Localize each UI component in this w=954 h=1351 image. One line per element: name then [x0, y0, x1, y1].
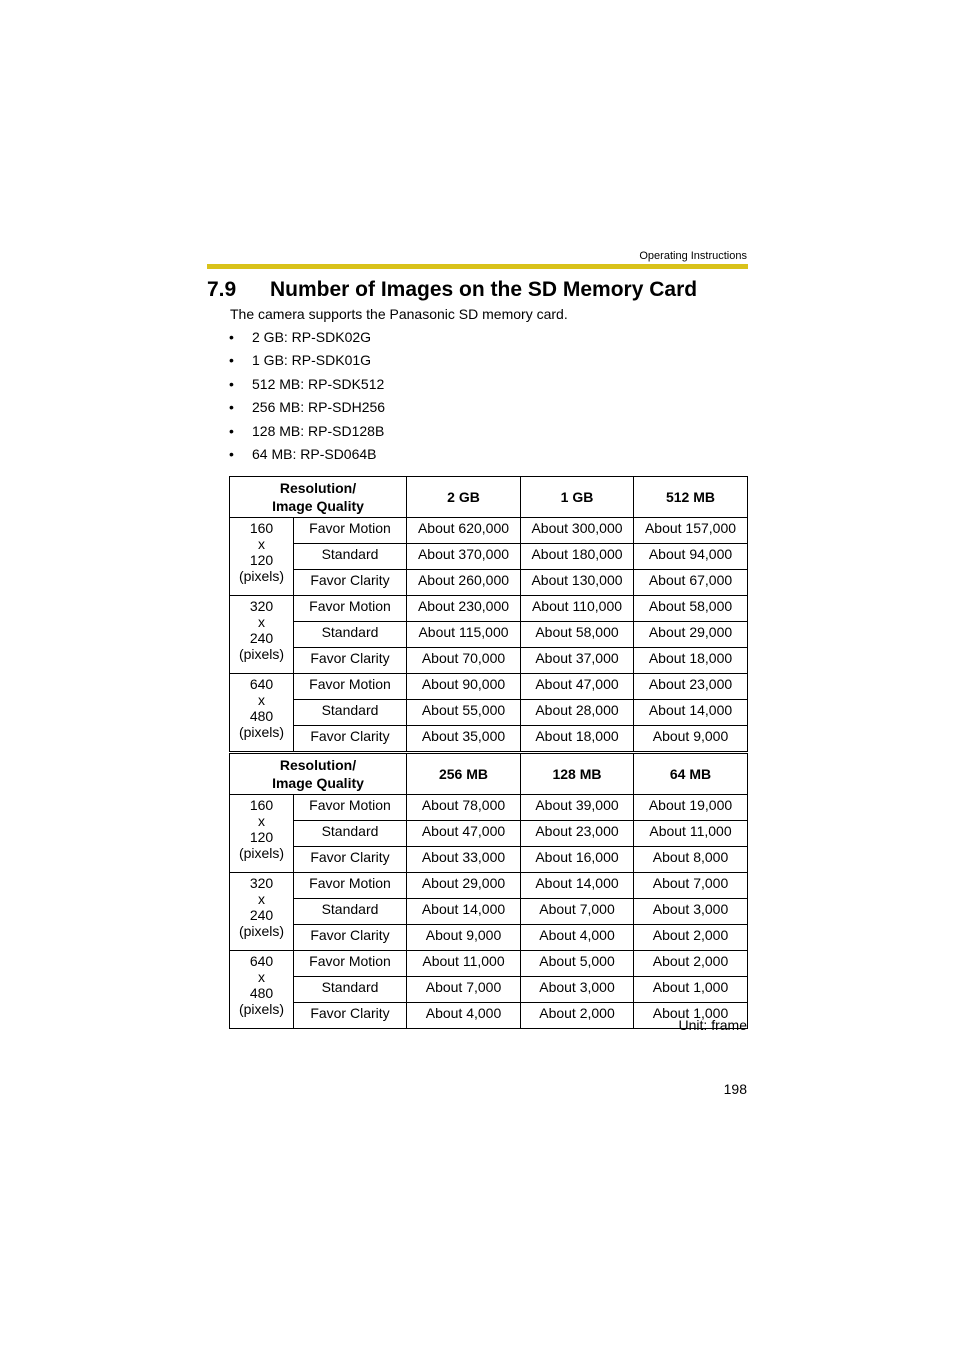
resolution-line: 320: [249, 598, 274, 614]
resolution-line: 240: [249, 907, 274, 923]
value-cell: About 11,000: [407, 951, 521, 977]
bullet-icon: •: [229, 352, 234, 369]
quality-cell: Favor Motion: [294, 795, 407, 821]
value-cell: About 115,000: [407, 622, 521, 648]
resolution-line: (pixels): [238, 568, 285, 584]
value-cell: About 35,000: [407, 726, 521, 752]
bullet-icon: •: [229, 422, 234, 439]
table-row: [230, 847, 748, 873]
resolution-line: x: [258, 614, 265, 630]
section-title: [207, 278, 697, 302]
header-line: Resolution/: [279, 480, 357, 496]
header-line: Image Quality: [272, 775, 364, 791]
value-cell: About 130,000: [521, 570, 634, 596]
resolution-quality-header: [230, 477, 407, 518]
value-cell: About 2,000: [521, 1003, 634, 1029]
table-row: [230, 873, 748, 899]
value-cell: About 620,000: [407, 518, 521, 544]
value-cell: About 14,000: [521, 873, 634, 899]
resolution-line: (pixels): [238, 923, 285, 939]
value-cell: About 230,000: [407, 596, 521, 622]
table-row: [230, 596, 748, 622]
resolution-cell: [230, 674, 294, 752]
quality-cell: Favor Motion: [294, 596, 407, 622]
value-cell: About 58,000: [634, 596, 748, 622]
capacity-column-header: 512 MB: [634, 477, 748, 518]
sd-card-list: [229, 329, 385, 469]
value-cell: About 5,000: [521, 951, 634, 977]
table-row: [230, 700, 748, 726]
list-item: • 64 MB: RP-SD064B: [229, 445, 377, 462]
table-row: [230, 925, 748, 951]
list-item: • 128 MB: RP-SD128B: [229, 422, 385, 439]
capacity-column-header: 64 MB: [634, 754, 748, 795]
capacity-column-header: 128 MB: [521, 754, 634, 795]
unit-note: Unit: frame: [678, 1017, 747, 1033]
table-row: [230, 674, 748, 700]
resolution-line: 120: [249, 829, 274, 845]
section-number: 7.9: [207, 278, 237, 301]
value-cell: About 28,000: [521, 700, 634, 726]
resolution-cell: [230, 795, 294, 873]
value-cell: About 16,000: [521, 847, 634, 873]
quality-cell: Standard: [294, 899, 407, 925]
value-cell: About 14,000: [634, 700, 748, 726]
resolution-line: 160: [249, 520, 274, 536]
resolution-line: 120: [249, 552, 274, 568]
resolution-quality-header: [230, 754, 407, 795]
value-cell: About 11,000: [634, 821, 748, 847]
resolution-line: x: [258, 813, 265, 829]
value-cell: About 180,000: [521, 544, 634, 570]
list-item: • 256 MB: RP-SDH256: [229, 399, 386, 416]
quality-cell: Standard: [294, 622, 407, 648]
table-row: [230, 622, 748, 648]
header-row: [230, 477, 748, 518]
table-row: [230, 821, 748, 847]
resolution-line: x: [258, 891, 265, 907]
value-cell: About 1,000: [634, 1003, 748, 1029]
value-cell: About 3,000: [521, 977, 634, 1003]
quality-cell: Favor Clarity: [294, 648, 407, 674]
resolution-line: (pixels): [238, 845, 285, 861]
value-cell: About 18,000: [634, 648, 748, 674]
resolution-line: x: [258, 969, 265, 985]
value-cell: About 7,000: [407, 977, 521, 1003]
resolution-line: 640: [249, 676, 274, 692]
value-cell: About 33,000: [407, 847, 521, 873]
quality-cell: Favor Motion: [294, 674, 407, 700]
value-cell: About 47,000: [407, 821, 521, 847]
value-cell: About 7,000: [634, 873, 748, 899]
quality-cell: Standard: [294, 977, 407, 1003]
table-row: [230, 518, 748, 544]
table-row: [230, 795, 748, 821]
header-rule: [207, 264, 748, 269]
resolution-line: 240: [249, 630, 274, 646]
value-cell: About 110,000: [521, 596, 634, 622]
capacity-column-header: 1 GB: [521, 477, 634, 518]
value-cell: About 94,000: [634, 544, 748, 570]
bullet-icon: •: [229, 445, 234, 462]
resolution-cell: [230, 873, 294, 951]
value-cell: About 58,000: [521, 622, 634, 648]
list-item: • 512 MB: RP-SDK512: [229, 375, 385, 392]
quality-cell: Favor Motion: [294, 951, 407, 977]
table-row: [230, 899, 748, 925]
value-cell: About 1,000: [634, 977, 748, 1003]
value-cell: About 90,000: [407, 674, 521, 700]
value-cell: About 39,000: [521, 795, 634, 821]
table-row: [230, 726, 748, 752]
value-cell: About 78,000: [407, 795, 521, 821]
value-cell: About 19,000: [634, 795, 748, 821]
header-line: Resolution/: [279, 757, 357, 773]
quality-cell: Favor Clarity: [294, 847, 407, 873]
quality-cell: Standard: [294, 821, 407, 847]
quality-cell: Favor Clarity: [294, 1003, 407, 1029]
table-row: [230, 977, 748, 1003]
capacity-column-header: 256 MB: [407, 754, 521, 795]
value-cell: About 8,000: [634, 847, 748, 873]
resolution-line: 320: [249, 875, 274, 891]
value-cell: About 2,000: [634, 951, 748, 977]
value-cell: About 47,000: [521, 674, 634, 700]
section-heading: Number of Images on the SD Memory Card: [270, 278, 698, 301]
resolution-cell: [230, 951, 294, 1029]
resolution-line: x: [258, 536, 265, 552]
quality-cell: Favor Clarity: [294, 570, 407, 596]
table-row: [230, 544, 748, 570]
value-cell: About 7,000: [521, 899, 634, 925]
running-header: Operating Instructions: [639, 250, 747, 262]
resolution-line: (pixels): [238, 1001, 285, 1017]
resolution-line: (pixels): [238, 646, 285, 662]
value-cell: About 2,000: [634, 925, 748, 951]
value-cell: About 29,000: [634, 622, 748, 648]
list-item: • 2 GB: RP-SDK02G: [229, 329, 372, 345]
value-cell: About 37,000: [521, 648, 634, 674]
header-line: Image Quality: [272, 498, 364, 514]
capacity-table-small: [229, 753, 748, 1029]
quality-cell: Favor Motion: [294, 873, 407, 899]
value-cell: About 300,000: [521, 518, 634, 544]
value-cell: About 9,000: [634, 726, 748, 752]
resolution-line: 480: [249, 985, 274, 1001]
table-row: [230, 951, 748, 977]
header-row: [230, 754, 748, 795]
capacity-column-header: 2 GB: [407, 477, 521, 518]
value-cell: About 23,000: [521, 821, 634, 847]
value-cell: About 260,000: [407, 570, 521, 596]
resolution-cell: [230, 518, 294, 596]
table-row: [230, 648, 748, 674]
quality-cell: Standard: [294, 544, 407, 570]
resolution-cell: [230, 596, 294, 674]
capacity-table-large: [229, 476, 748, 752]
value-cell: About 18,000: [521, 726, 634, 752]
page-number: 198: [723, 1081, 747, 1097]
bullet-icon: •: [229, 375, 234, 392]
value-cell: About 23,000: [634, 674, 748, 700]
value-cell: About 14,000: [407, 899, 521, 925]
value-cell: About 9,000: [407, 925, 521, 951]
value-cell: About 370,000: [407, 544, 521, 570]
list-item: • 1 GB: RP-SDK01G: [229, 352, 372, 369]
value-cell: About 70,000: [407, 648, 521, 674]
quality-cell: Favor Clarity: [294, 925, 407, 951]
bullet-icon: •: [229, 399, 234, 416]
quality-cell: Standard: [294, 700, 407, 726]
bullet-icon: •: [229, 329, 234, 345]
resolution-line: (pixels): [238, 724, 285, 740]
value-cell: About 29,000: [407, 873, 521, 899]
quality-cell: Favor Clarity: [294, 726, 407, 752]
value-cell: About 157,000: [634, 518, 748, 544]
intro-text: The camera supports the Panasonic SD memory card.: [230, 306, 568, 322]
resolution-line: x: [258, 692, 265, 708]
table-row: [230, 570, 748, 596]
value-cell: About 67,000: [634, 570, 748, 596]
value-cell: About 4,000: [407, 1003, 521, 1029]
value-cell: About 3,000: [634, 899, 748, 925]
value-cell: About 4,000: [521, 925, 634, 951]
value-cell: About 55,000: [407, 700, 521, 726]
resolution-line: 160: [249, 797, 274, 813]
resolution-line: 480: [249, 708, 274, 724]
resolution-line: 640: [249, 953, 274, 969]
quality-cell: Favor Motion: [294, 518, 407, 544]
